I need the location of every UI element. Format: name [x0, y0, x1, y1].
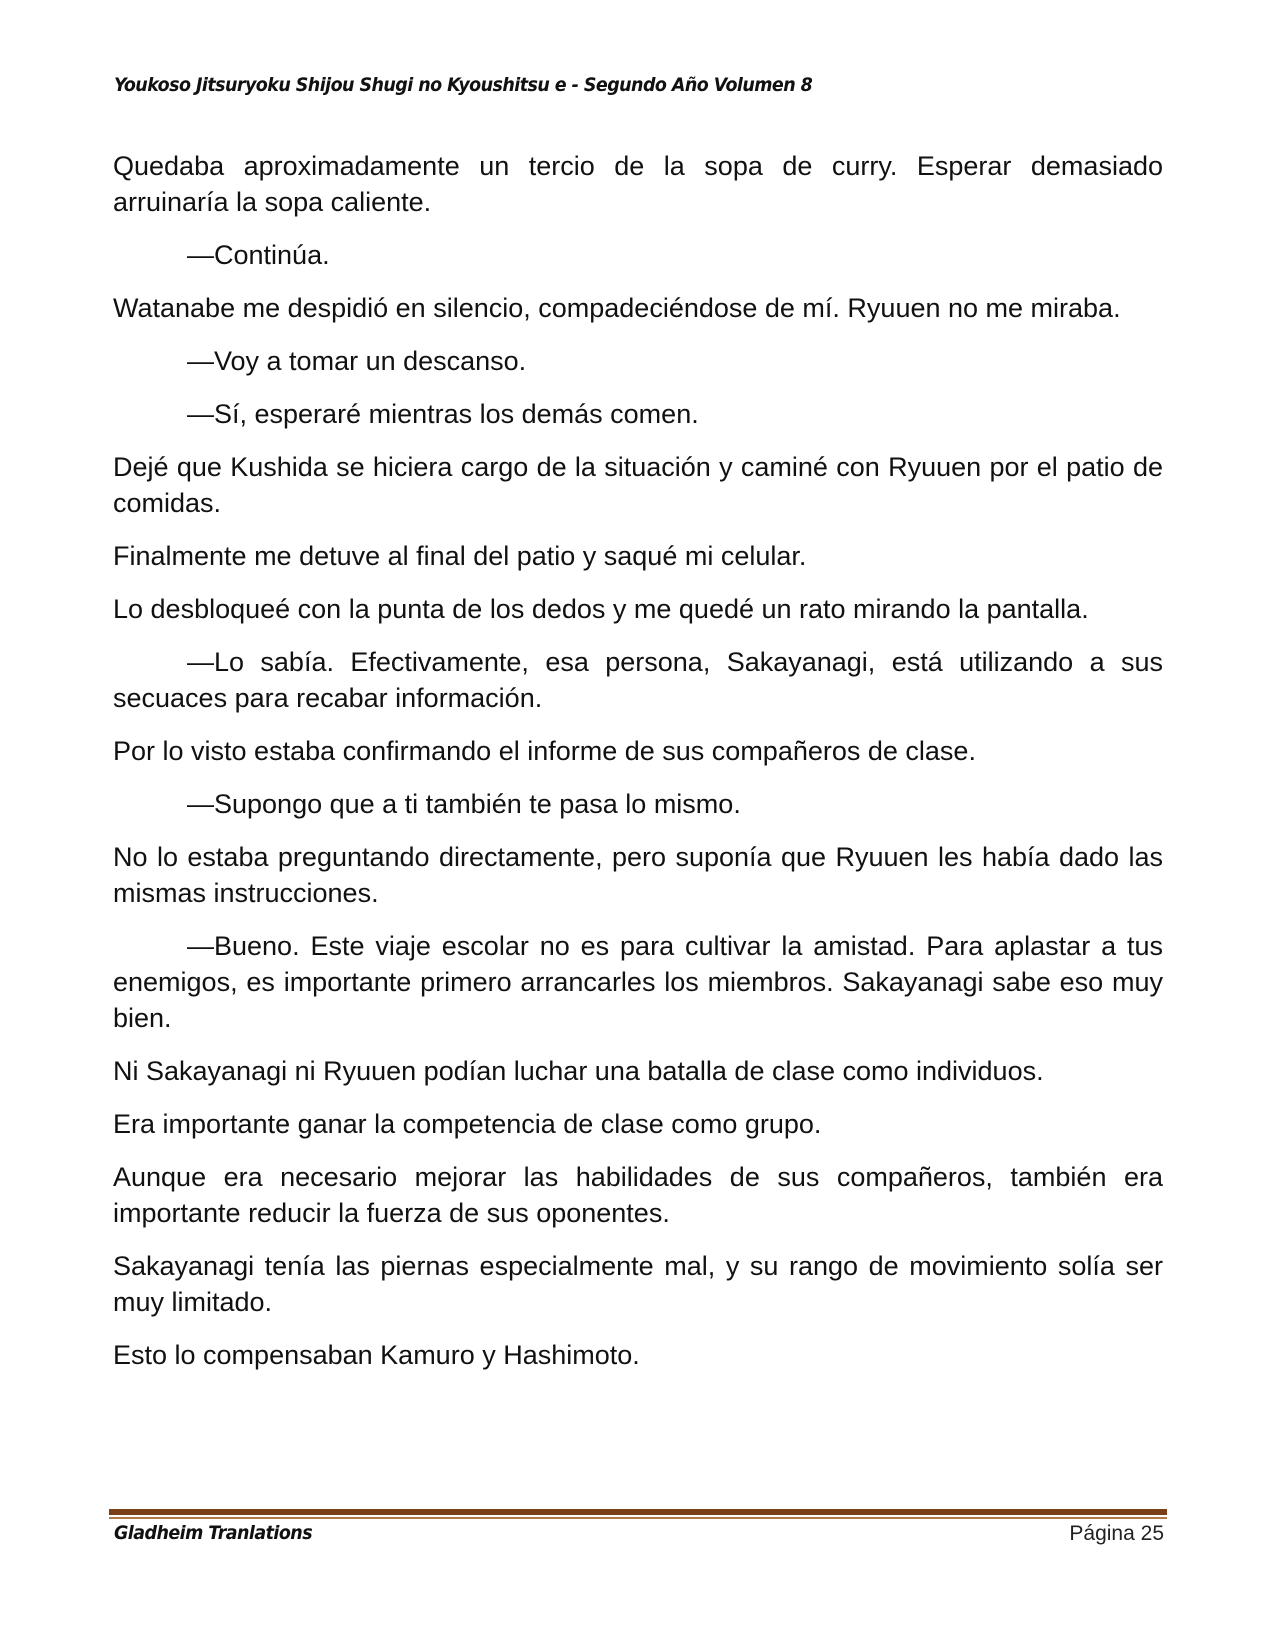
narration-paragraph: Quedaba aproximadamente un tercio de la sopa de curry. Esperar demasiado arruinaría la sopa caliente.: [113, 151, 1163, 217]
narration-paragraph: Era importante ganar la competencia de clase como grupo.: [113, 1109, 822, 1139]
dialogue-paragraph: —Voy a tomar un descanso.: [187, 346, 527, 376]
narration-paragraph: No lo estaba preguntando directamente, pero suponía que Ryuuen les había dado las mismas instrucciones.: [113, 842, 1163, 908]
narration-paragraph: Lo desbloqueé con la punta de los dedos y me quedé un rato mirando la pantalla.: [113, 594, 1089, 624]
narration-paragraph: Dejé que Kushida se hiciera cargo de la situación y caminé con Ryuuen por el patio de comidas.: [113, 452, 1163, 518]
dialogue-paragraph: —Supongo que a ti también te pasa lo mismo.: [187, 789, 741, 819]
running-header: Youkoso Jitsuryoku Shijou Shugi no Kyoushitsu e - Segundo Año Volumen 8: [114, 74, 813, 96]
page-body: [113, 148, 1163, 1390]
narration-paragraph: Watanabe me despidió en silencio, compadeciéndose de mí. Ryuuen no me miraba.: [113, 293, 1121, 323]
page-number-value: 25: [1140, 1522, 1164, 1545]
footer-translator: Gladheim Tranlations: [114, 1522, 313, 1544]
footer-rule: [109, 1509, 1167, 1515]
dialogue-paragraph: —Lo sabía. Efectivamente, esa persona, Sakayanagi, está utilizando a sus secuaces para recabar información.: [113, 647, 1163, 713]
dialogue-paragraph: —Sí, esperaré mientras los demás comen.: [187, 399, 699, 429]
dialogue-paragraph: —Continúa.: [187, 240, 330, 270]
narration-paragraph: Esto lo compensaban Kamuro y Hashimoto.: [113, 1340, 640, 1370]
dialogue-paragraph: —Bueno. Este viaje escolar no es para cultivar la amistad. Para aplastar a tus enemigos, es importante primero arrancarles los miembros. Sakayanagi sabe eso muy bien.: [113, 931, 1163, 1033]
narration-paragraph: Aunque era necesario mejorar las habilidades de sus compañeros, también era importante reducir la fuerza de sus oponentes.: [113, 1162, 1163, 1228]
narration-paragraph: Sakayanagi tenía las piernas especialmente mal, y su rango de movimiento solía ser muy limitado.: [113, 1251, 1163, 1317]
narration-paragraph: Ni Sakayanagi ni Ryuuen podían luchar una batalla de clase como individuos.: [113, 1056, 1044, 1086]
footer-rule-thin: [109, 1517, 1167, 1519]
page-number: [1069, 1522, 1164, 1546]
narration-paragraph: Finalmente me detuve al final del patio y saqué mi celular.: [113, 541, 807, 571]
page-label: Página: [1069, 1522, 1135, 1545]
narration-paragraph: Por lo visto estaba confirmando el informe de sus compañeros de clase.: [113, 736, 976, 766]
